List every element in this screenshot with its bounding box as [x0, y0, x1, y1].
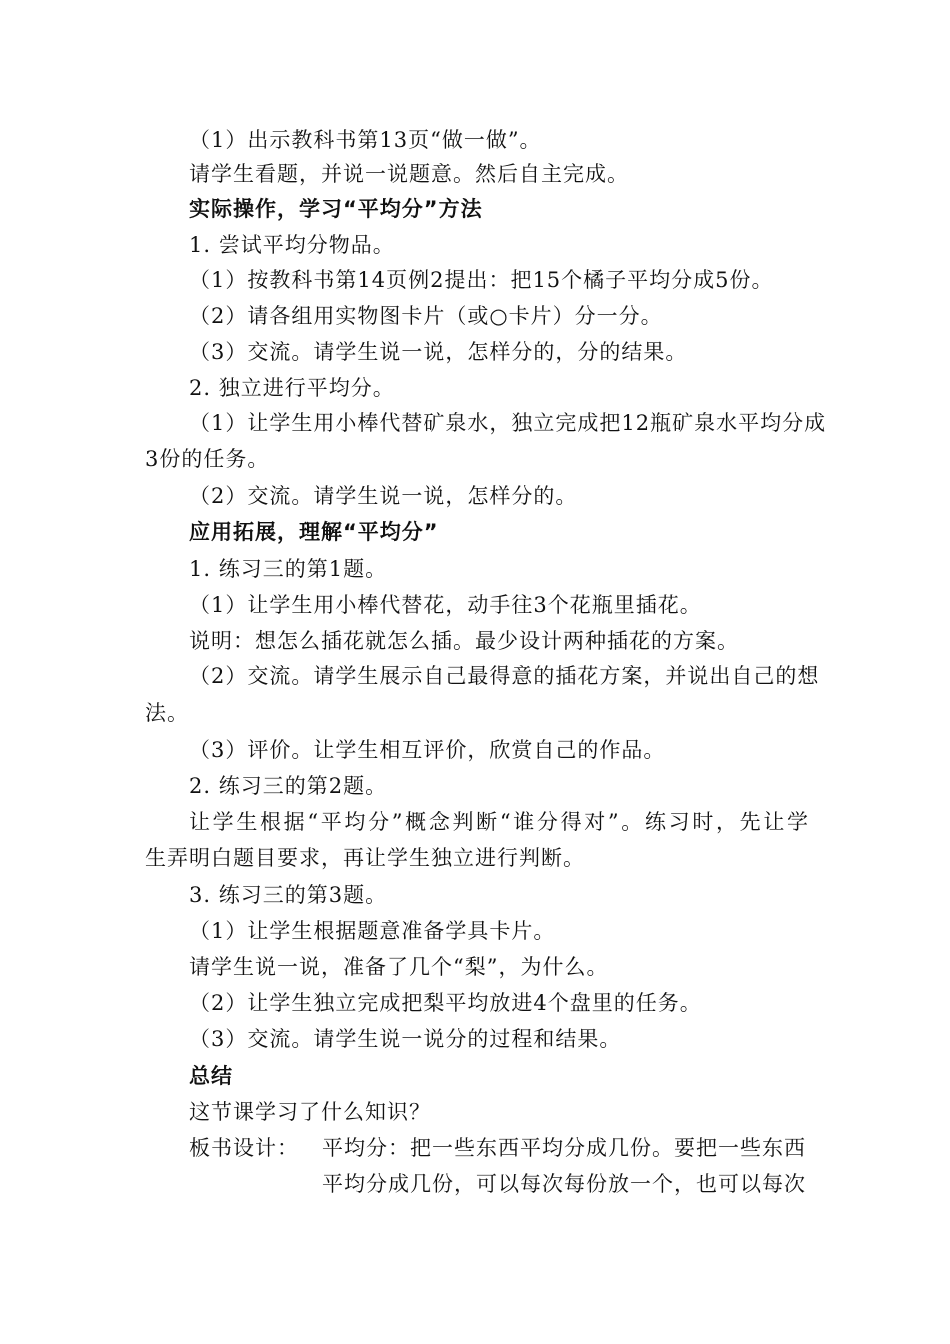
text-line: （3）评价。让学生相互评价，欣赏自己的作品。 [189, 738, 666, 762]
text-line: （1）让学生用小棒代替矿泉水，独立完成把12瓶矿泉水平均分成 [189, 411, 827, 435]
text-line: （2）交流。请学生展示自己最得意的插花方案，并说出自己的想 [189, 664, 820, 688]
text-line: （1）让学生用小棒代替花，动手往3个花瓶里插花。 [189, 593, 702, 617]
text-line: 3份的任务。 [145, 447, 270, 471]
text-line: 生弄明白题目要求，再让学生独立进行判断。 [145, 846, 585, 870]
text-line: 1. 尝试平均分物品。 [189, 233, 395, 257]
text-line: 2. 练习三的第2题。 [189, 774, 388, 798]
text-line: 请学生看题，并说一说题意。然后自主完成。 [189, 162, 629, 186]
board-design-line: 平均分成几份，可以每次每份放一个，也可以每次 [322, 1172, 806, 1196]
text-line: 3. 练习三的第3题。 [189, 883, 388, 907]
text-line: （1）出示教科书第13页“做一做”。 [189, 128, 542, 152]
text-line: 这节课学习了什么知识？ [189, 1100, 431, 1124]
section-heading: 应用拓展，理解“平均分” [189, 520, 439, 544]
text-line: （1）按教科书第14页例2提出：把15个橘子平均分成5份。 [189, 268, 774, 292]
text-line: （2）请各组用实物图卡片（或○卡片）分一分。 [189, 304, 663, 328]
section-heading: 总结 [189, 1064, 233, 1088]
text-line: 让学生根据“平均分”概念判断“谁分得对”。练习时，先让学 [189, 810, 809, 834]
text-line: 请学生说一说，准备了几个“梨”，为什么。 [189, 955, 609, 979]
text-line: 法。 [145, 701, 189, 725]
text-line: （3）交流。请学生说一说，怎样分的，分的结果。 [189, 340, 688, 364]
text-line: （2）让学生独立完成把梨平均放进4个盘里的任务。 [189, 991, 702, 1015]
text-line: （3）交流。请学生说一说分的过程和结果。 [189, 1027, 622, 1051]
board-design-label: 板书设计： [189, 1136, 299, 1160]
text-line: 1. 练习三的第1题。 [189, 557, 388, 581]
board-design-line: 平均分：把一些东西平均分成几份。要把一些东西 [322, 1136, 806, 1160]
section-heading: 实际操作，学习“平均分”方法 [189, 197, 483, 221]
text-line: （1）让学生根据题意准备学具卡片。 [189, 919, 556, 943]
text-line: 说明：想怎么插花就怎么插。最少设计两种插花的方案。 [189, 629, 739, 653]
text-line: （2）交流。请学生说一说，怎样分的。 [189, 484, 578, 508]
text-line: 2. 独立进行平均分。 [189, 376, 395, 400]
